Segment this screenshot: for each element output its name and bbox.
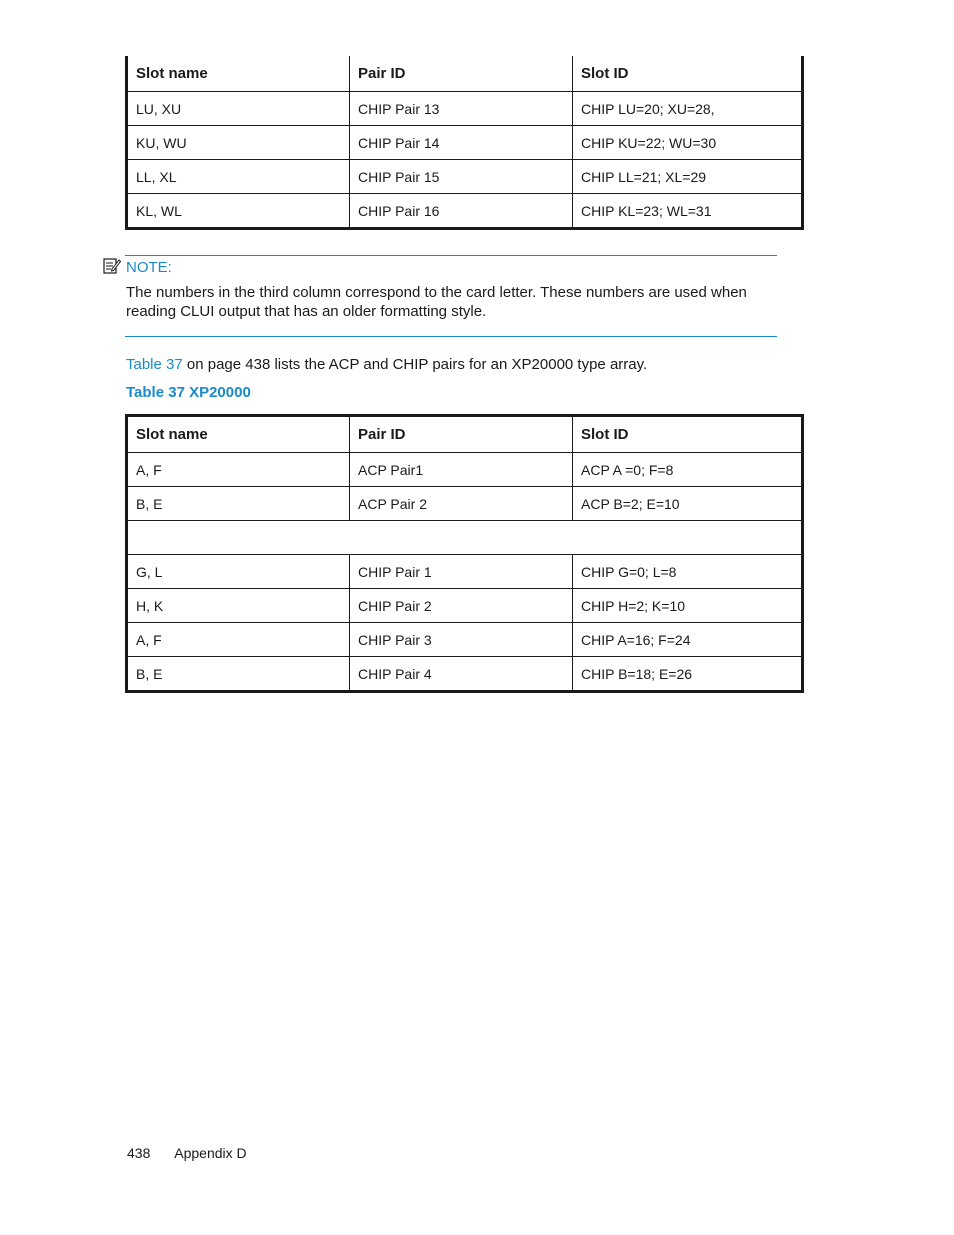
note-heading xyxy=(103,257,172,278)
header-slot-id: Slot ID xyxy=(573,56,803,92)
cell-slot-name: A, F xyxy=(127,453,350,487)
cell-slot-id: CHIP H=2; K=10 xyxy=(573,589,803,623)
table-row xyxy=(127,623,803,657)
table-row xyxy=(127,589,803,623)
table-spacer-row xyxy=(127,521,803,555)
cell-pair-id: CHIP Pair 4 xyxy=(350,657,573,692)
table-caption: Table 37 XP20000 xyxy=(126,384,251,401)
table-37-link[interactable]: Table 37 xyxy=(126,356,183,373)
table-row xyxy=(127,160,803,194)
cell-slot-name: A, F xyxy=(127,623,350,657)
cell-pair-id: CHIP Pair 14 xyxy=(350,126,573,160)
note-icon xyxy=(103,257,121,278)
cell-slot-id: CHIP B=18; E=26 xyxy=(573,657,803,692)
note-bottom-rule xyxy=(125,336,777,337)
cell-pair-id: ACP Pair1 xyxy=(350,453,573,487)
cell-slot-name: B, E xyxy=(127,657,350,692)
cell-slot-id: CHIP G=0; L=8 xyxy=(573,555,803,589)
cell-slot-id: ACP B=2; E=10 xyxy=(573,487,803,521)
slot-table-continued xyxy=(125,56,804,230)
cell-slot-id: CHIP LU=20; XU=28, xyxy=(573,92,803,126)
page-number: 438 xyxy=(127,1145,151,1161)
cell-slot-name: LU, XU xyxy=(127,92,350,126)
cell-pair-id: CHIP Pair 2 xyxy=(350,589,573,623)
cell-pair-id: CHIP Pair 16 xyxy=(350,194,573,229)
cell-pair-id: CHIP Pair 1 xyxy=(350,555,573,589)
intro-text: on page 438 lists the ACP and CHIP pairs for an XP20000 type array. xyxy=(182,356,648,373)
intro-paragraph xyxy=(126,356,647,373)
xp20000-table xyxy=(125,414,804,693)
cell-slot-id: CHIP A=16; F=24 xyxy=(573,623,803,657)
cell-slot-name: KL, WL xyxy=(127,194,350,229)
table-header-row xyxy=(127,416,803,453)
cell-pair-id: CHIP Pair 13 xyxy=(350,92,573,126)
header-slot-id: Slot ID xyxy=(573,416,803,453)
cell-slot-id: ACP A =0; F=8 xyxy=(573,453,803,487)
table-row xyxy=(127,487,803,521)
header-pair-id: Pair ID xyxy=(350,56,573,92)
table-header-row xyxy=(127,56,803,92)
footer-section: Appendix D xyxy=(174,1145,247,1161)
table-row xyxy=(127,92,803,126)
table-row xyxy=(127,194,803,229)
cell-slot-id: CHIP KL=23; WL=31 xyxy=(573,194,803,229)
table-row xyxy=(127,657,803,692)
header-slot-name: Slot name xyxy=(127,56,350,92)
cell-slot-id: CHIP LL=21; XL=29 xyxy=(573,160,803,194)
cell-pair-id: CHIP Pair 3 xyxy=(350,623,573,657)
cell-slot-id: CHIP KU=22; WU=30 xyxy=(573,126,803,160)
note-label: NOTE: xyxy=(126,259,172,276)
header-slot-name: Slot name xyxy=(127,416,350,453)
cell-slot-name: B, E xyxy=(127,487,350,521)
cell-slot-name: G, L xyxy=(127,555,350,589)
page-footer xyxy=(127,1145,247,1161)
cell-pair-id: ACP Pair 2 xyxy=(350,487,573,521)
header-pair-id: Pair ID xyxy=(350,416,573,453)
cell-slot-name: KU, WU xyxy=(127,126,350,160)
note-text: The numbers in the third column correspond to the card letter. These numbers are used when reading CLUI output that has an older formatting style. xyxy=(126,284,747,320)
cell-pair-id: CHIP Pair 15 xyxy=(350,160,573,194)
table-row xyxy=(127,126,803,160)
cell-slot-name: LL, XL xyxy=(127,160,350,194)
table-row xyxy=(127,555,803,589)
cell-slot-name: H, K xyxy=(127,589,350,623)
note-top-rule xyxy=(125,255,777,256)
empty-spacer-cell xyxy=(127,521,803,555)
table-row xyxy=(127,453,803,487)
